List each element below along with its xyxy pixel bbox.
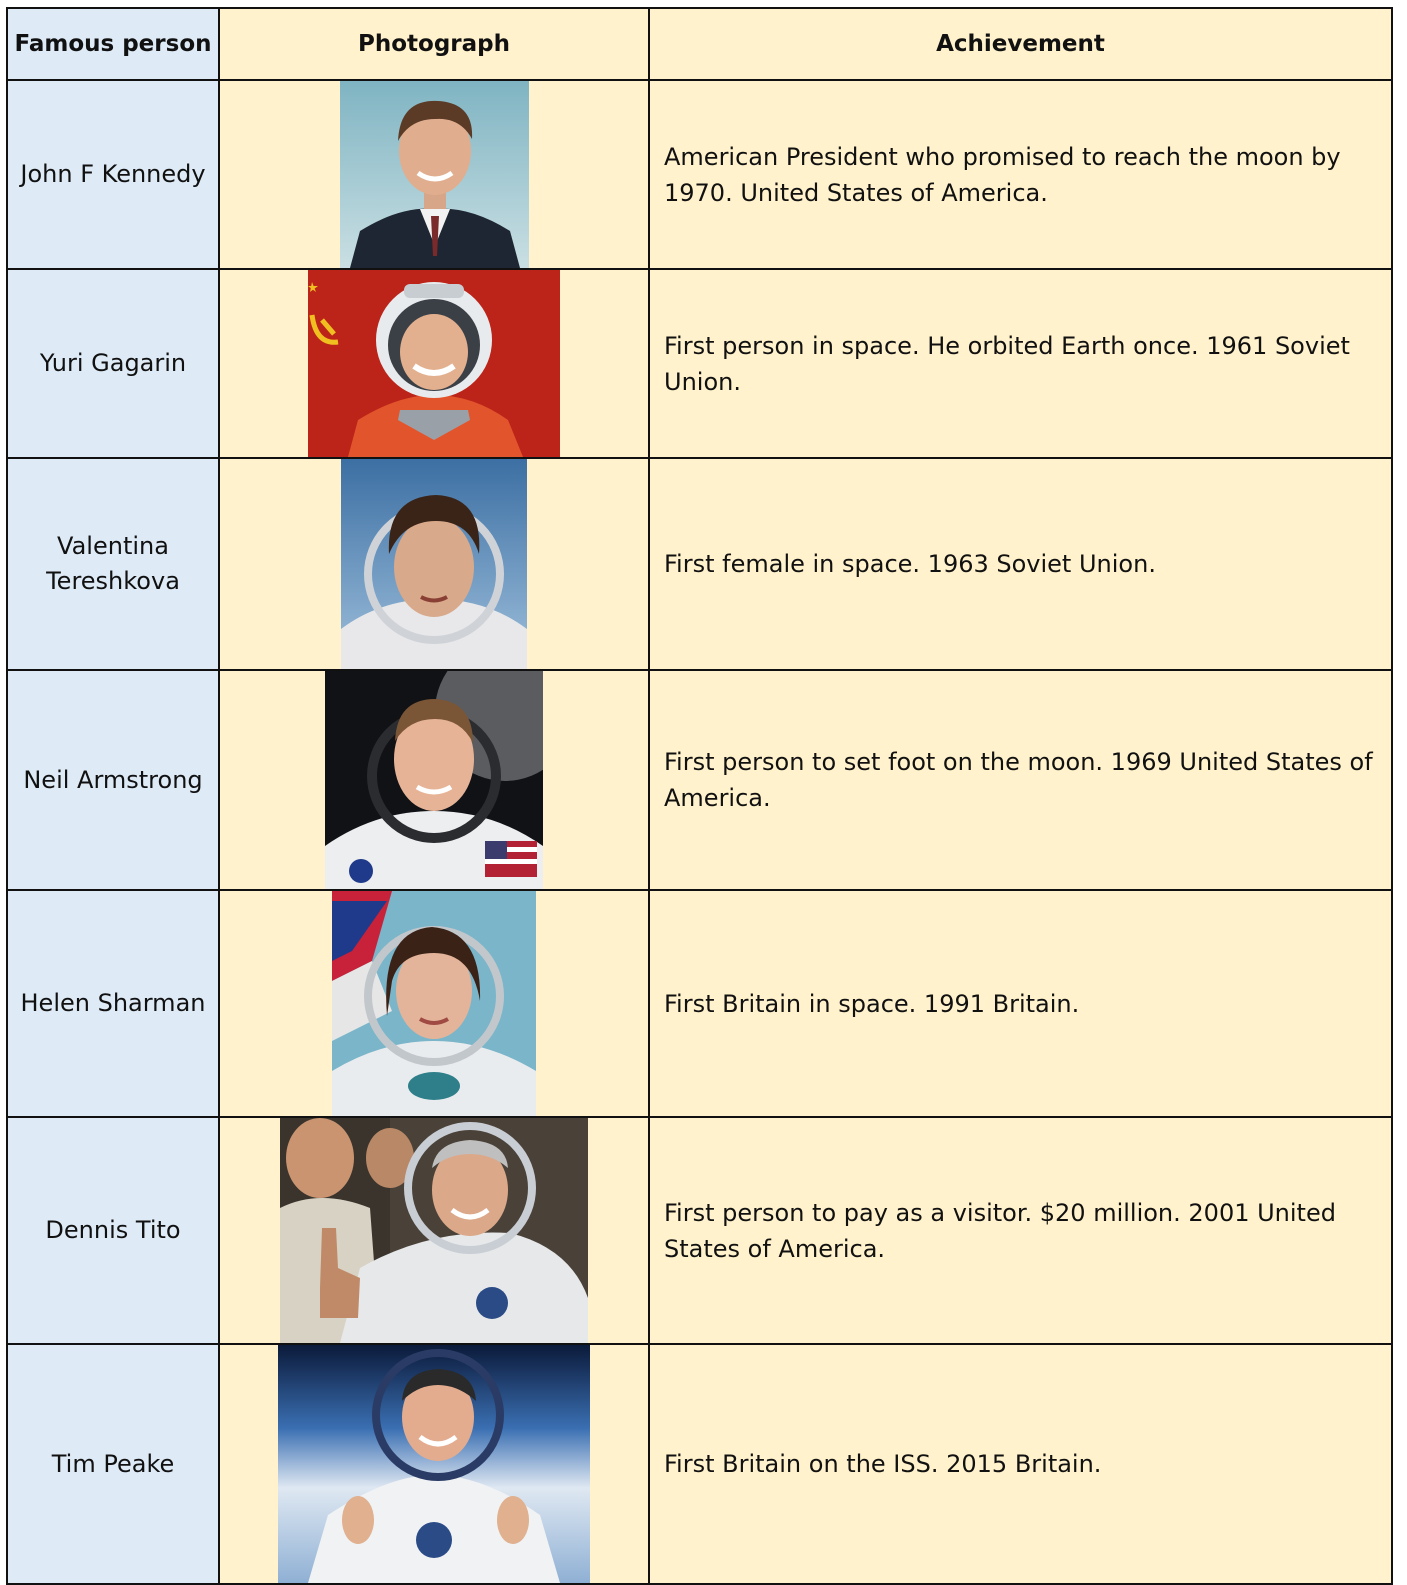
person-name: Yuri Gagarin <box>7 269 219 458</box>
header-photograph: Photograph <box>219 8 649 80</box>
photo-helen-sharman <box>332 891 536 1116</box>
achievement-text: First person in space. He orbited Earth once. 1961 Soviet Union. <box>649 269 1392 458</box>
achievement-text: First person to pay as a visitor. $20 million. 2001 United States of America. <box>649 1117 1392 1344</box>
astronauts-table <box>6 7 1393 1585</box>
achievement-text: First person to set foot on the moon. 1969 United States of America. <box>649 670 1392 890</box>
photo-cell <box>219 890 649 1117</box>
table-row <box>7 458 1392 670</box>
photo-neil-armstrong <box>325 671 543 889</box>
person-name: Valentina Tereshkova <box>7 458 219 670</box>
photo-dennis-tito <box>280 1118 588 1343</box>
photo-tim-peake <box>278 1345 590 1583</box>
photo-cell <box>219 80 649 269</box>
photo-valentina-tereshkova <box>341 459 527 669</box>
person-name: Neil Armstrong <box>7 670 219 890</box>
person-name: John F Kennedy <box>7 80 219 269</box>
table-row <box>7 1117 1392 1344</box>
header-row <box>7 8 1392 80</box>
achievement-text: First female in space. 1963 Soviet Union. <box>649 458 1392 670</box>
photo-cell <box>219 1117 649 1344</box>
photo-yuri-gagarin <box>308 270 560 457</box>
photo-cell <box>219 269 649 458</box>
table-row <box>7 80 1392 269</box>
header-achievement: Achievement <box>649 8 1392 80</box>
photo-cell <box>219 670 649 890</box>
achievement-text: American President who promised to reach the moon by 1970. United States of America. <box>649 80 1392 269</box>
achievement-text: First Britain on the ISS. 2015 Britain. <box>649 1344 1392 1584</box>
photo-cell <box>219 458 649 670</box>
table-row <box>7 1344 1392 1584</box>
photo-john-f-kennedy <box>340 81 529 268</box>
photo-cell <box>219 1344 649 1584</box>
person-name: Helen Sharman <box>7 890 219 1117</box>
person-name: Tim Peake <box>7 1344 219 1584</box>
achievement-text: First Britain in space. 1991 Britain. <box>649 890 1392 1117</box>
table-row <box>7 269 1392 458</box>
header-famous-person: Famous person <box>7 8 219 80</box>
table-row <box>7 670 1392 890</box>
table-row <box>7 890 1392 1117</box>
person-name: Dennis Tito <box>7 1117 219 1344</box>
